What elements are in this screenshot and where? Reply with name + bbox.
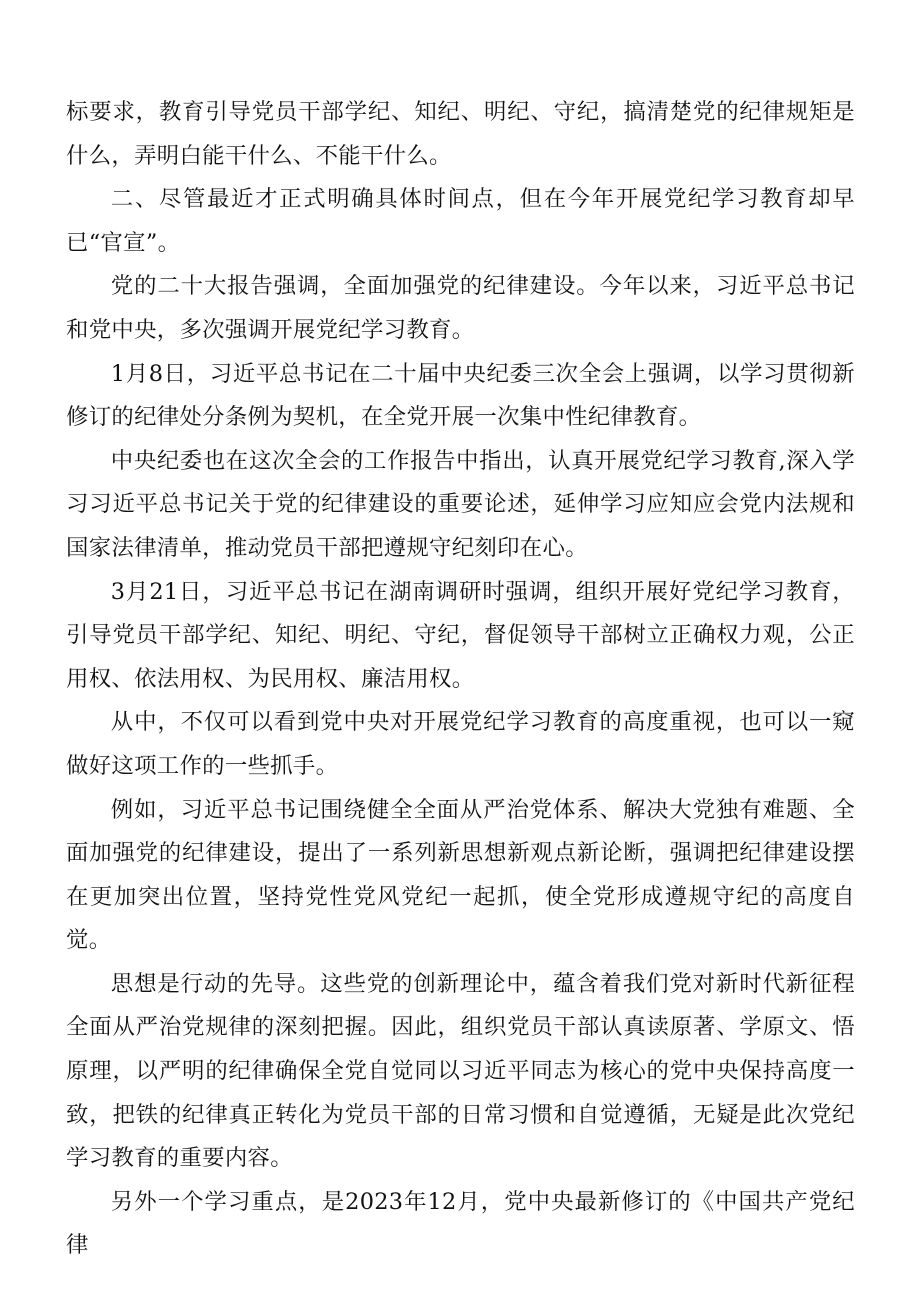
paragraph-7: 从中，不仅可以看到党中央对开展党纪学习教育的高度重视，也可以一窥做好这项工作的一些抓手。 <box>66 709 855 779</box>
paragraph-2: 二、尽管最近才正式明确具体时间点，但在今年开展党纪学习教育却早已“官宣”。 <box>66 186 855 256</box>
paragraph-10: 另外一个学习重点，是2023年12月，党中央最新修订的《中国共产党纪律 <box>66 1188 855 1259</box>
document-body <box>66 91 855 1268</box>
paragraph-9: 思想是行动的先导。这些党的创新理论中，蕴含着我们党对新时代新征程全面从严治党规律的深刻把握。因此，组织党员干部认真读原著、学原文、悟原理，以严明的纪律确保全党自觉同以习近平同志为核心的党中央保持高度一致，把铁的纪律真正转化为党员干部的日常习惯和自觉遵循，无疑是此次党纪学习教育的重要内容。 <box>66 970 855 1172</box>
paragraph-8: 例如，习近平总书记围绕健全全面从严治党体系、解决大党独有难题、全面加强党的纪律建设，提出了一系列新思想新观点新论断，强调把纪律建设摆在更加突出位置，坚持党性党风党纪一起抓，使全党形成遵规守纪的高度自觉。 <box>66 796 855 954</box>
paragraph-3: 党的二十大报告强调，全面加强党的纪律建设。今年以来，习近平总书记和党中央，多次强调开展党纪学习教育。 <box>66 273 855 343</box>
paragraph-1: 标要求，教育引导党员干部学纪、知纪、明纪、守纪，搞清楚党的纪律规矩是什么，弄明白能干什么、不能干什么。 <box>66 99 855 169</box>
paragraph-4: 1月8日，习近平总书记在二十届中央纪委三次全会上强调，以学习贯彻新修订的纪律处分条例为契机，在全党开展一次集中性纪律教育。 <box>66 360 855 431</box>
paragraph-5: 中央纪委也在这次全会的工作报告中指出，认真开展党纪学习教育,深入学习习近平总书记关于党的纪律建设的重要论述，延伸学习应知应会党内法规和国家法律清单，推动党员干部把遵规守纪刻印在心。 <box>66 447 855 561</box>
paragraph-6: 3月21日，习近平总书记在湖南调研时强调，组织开展好党纪学习教育，引导党员干部学纪、知纪、明纪、守纪，督促领导干部树立正确权力观，公正用权、依法用权、为民用权、廉洁用权。 <box>66 578 855 692</box>
